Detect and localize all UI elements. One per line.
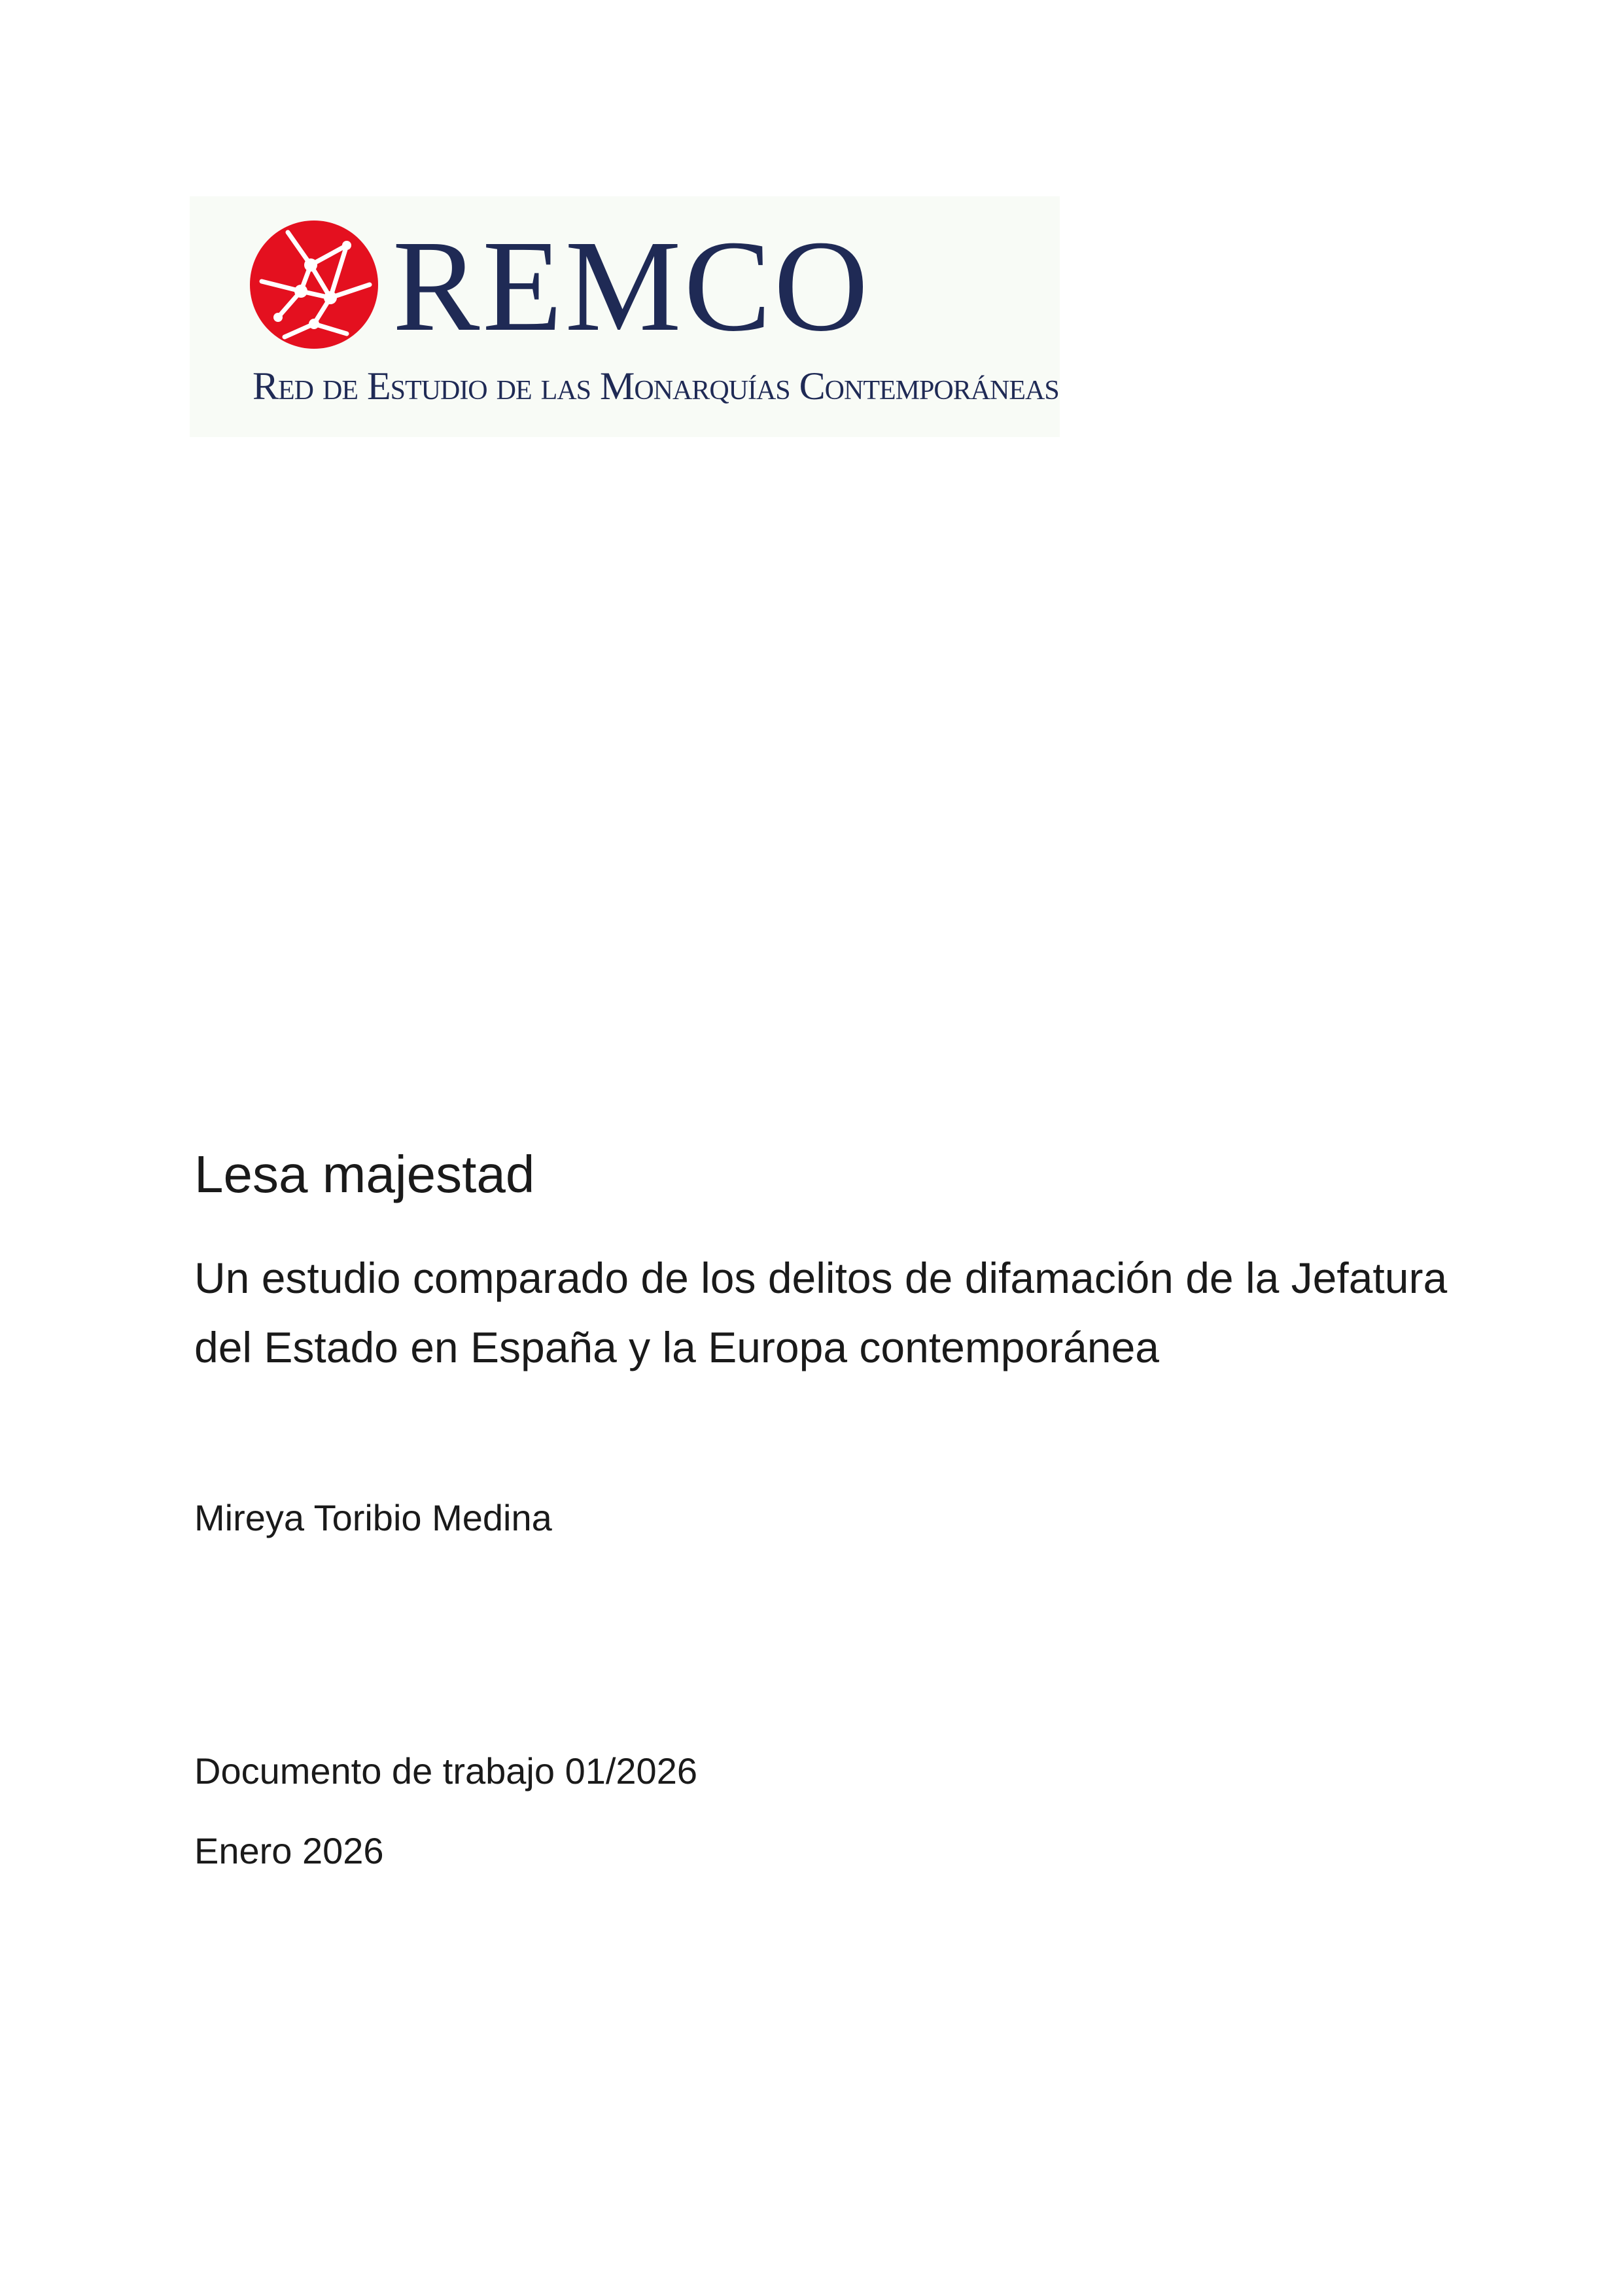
- logo-wordmark: REMCO: [393, 214, 871, 359]
- network-globe-icon: [249, 219, 379, 350]
- document-subtitle: Un estudio comparado de los delitos de difamación de la Jefatura del Estado en España y la Europa contemporánea: [194, 1254, 1448, 1371]
- author-name: Mireya Toribio Medina: [194, 1497, 552, 1538]
- logo-tagline: Red de Estudio de las Monarquías Contemporáneas: [253, 364, 1059, 408]
- publication-date: Enero 2026: [194, 1830, 384, 1871]
- document-title: Lesa majestad: [194, 1145, 535, 1203]
- working-paper-number: Documento de trabajo 01/2026: [194, 1750, 697, 1792]
- remco-logo: [190, 196, 1060, 437]
